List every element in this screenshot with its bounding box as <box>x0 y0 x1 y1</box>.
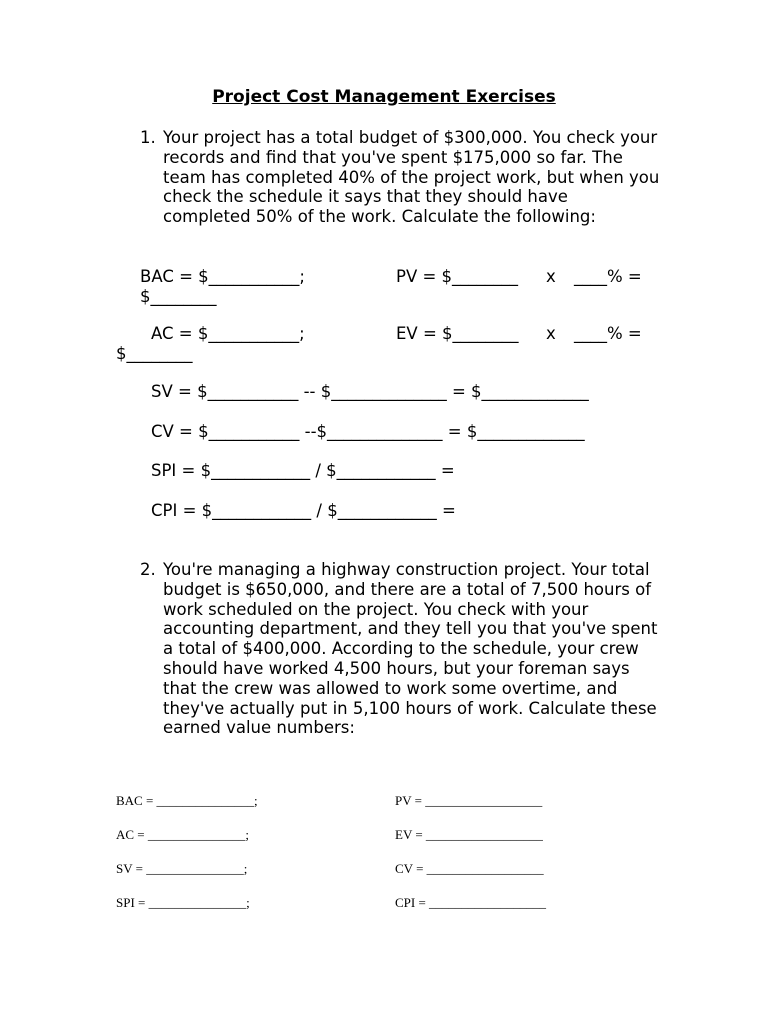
q1-ev-field: EV = $________ <box>396 324 519 343</box>
question-1-number: 1. <box>140 128 156 147</box>
q2-cpi-field: CPI = __________________ <box>395 895 547 910</box>
question-2-number: 2. <box>140 560 156 579</box>
q1-ac-field: AC = $___________; <box>151 324 305 343</box>
question-1-text: Your project has a total budget of $300,000. You check your records and find that you've spent $175,000 so far. The team has completed 40% of the project work, but when you check the schedule it says that they should have completed 50% of the work. Calculate the following: <box>163 128 660 227</box>
page-title: Project Cost Management Exercises <box>212 87 556 107</box>
q2-ac-field: AC = _______________; <box>116 827 250 842</box>
q1-bac-field: BAC = $___________; <box>140 267 305 286</box>
q1-pv-result: $________ <box>140 287 217 306</box>
question-2 <box>140 560 660 738</box>
q1-pv-field: PV = $________ <box>396 267 519 286</box>
q2-bac-field: BAC = _______________; <box>116 793 258 808</box>
q1-cv-field: CV = $___________ --$______________ = $_____________ <box>151 422 585 441</box>
q1-cpi-field: CPI = $____________ / $____________ = <box>151 501 456 520</box>
q1-spi-field: SPI = $____________ / $____________ = <box>151 461 455 480</box>
q2-ev-field: EV = __________________ <box>395 827 543 842</box>
q2-cv-field: CV = __________________ <box>395 861 544 876</box>
q2-sv-field: SV = _______________; <box>116 861 248 876</box>
question-1 <box>140 128 660 227</box>
question-2-text: You're managing a highway construction project. Your total budget is $650,000, and there are a total of 7,500 hours of work scheduled on the project. You check with your accounting department, and they tell you that you've spent a total of $400,000. According to the schedule, your crew should have worked 4,500 hours, but your foreman says that the crew was allowed to work some overtime, and they've actually put in 5,100 hours of work. Calculate these earned value numbers: <box>163 560 658 738</box>
q2-pv-field: PV = __________________ <box>395 793 543 808</box>
q2-spi-field: SPI = _______________; <box>116 895 250 910</box>
q1-ev-percent: ____% = <box>574 324 642 343</box>
q1-sv-field: SV = $___________ -- $______________ = $_____________ <box>151 382 589 401</box>
q1-pv-percent: ____% = <box>574 267 642 286</box>
q1-pv-times: x <box>546 267 556 286</box>
q1-ev-result: $________ <box>116 344 193 363</box>
q1-ev-times: x <box>546 324 556 343</box>
